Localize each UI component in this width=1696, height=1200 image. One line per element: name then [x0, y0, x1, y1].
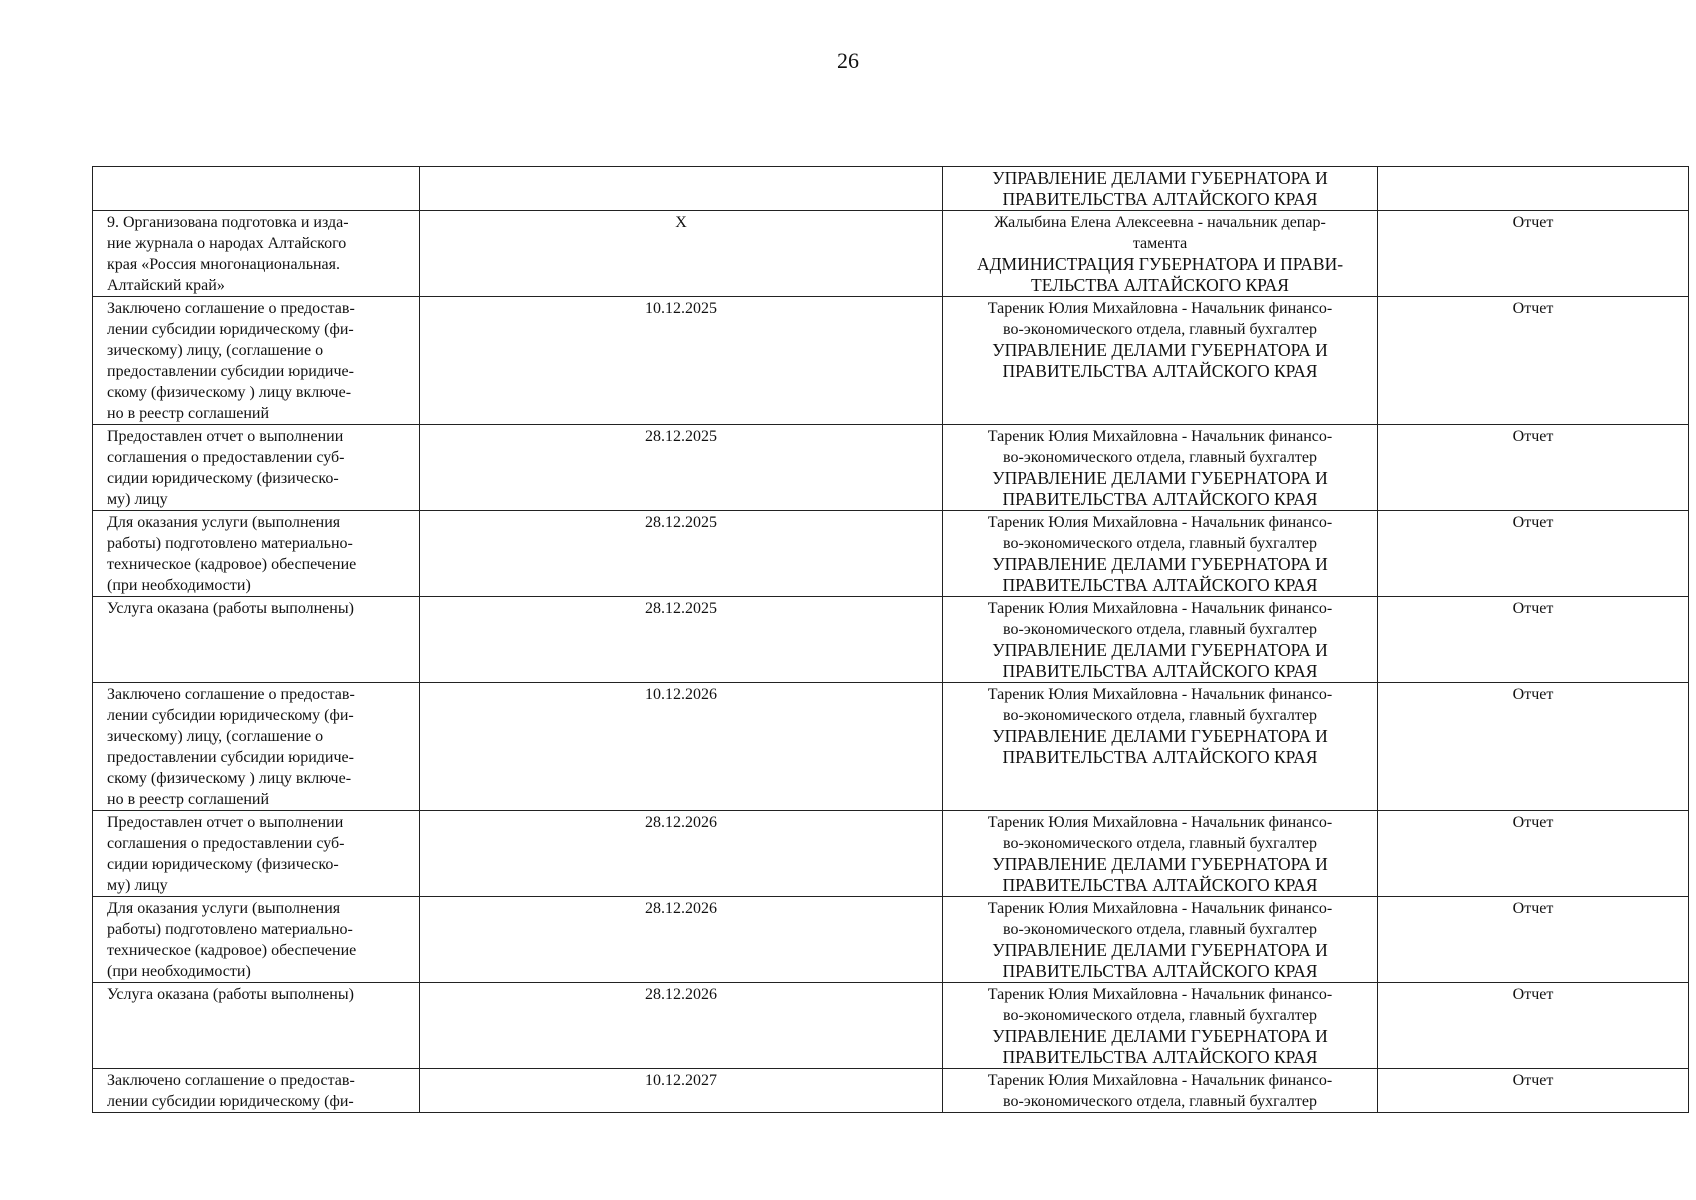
result-type: Отчет: [1512, 600, 1554, 617]
table-row: [93, 683, 1689, 811]
event-date: 28.12.2025: [645, 514, 717, 531]
responsible-person: Тареник Юлия Михайловна - Начальник финансо- во-экономического отдела, главный бухгалтер: [987, 986, 1333, 1024]
responsible-person: Тареник Юлия Михайловна - Начальник финансо- во-экономического отдела, главный бухгалтер: [987, 428, 1333, 466]
organization-name: УПРАВЛЕНИЕ ДЕЛАМИ ГУБЕРНАТОРА И ПРАВИТЕЛЬСТВА АЛТАЙСКОГО КРАЯ: [992, 554, 1328, 595]
responsible-person: Тареник Юлия Михайловна - Начальник финансо- во-экономического отдела, главный бухгалтер: [987, 1072, 1333, 1110]
result-type: Отчет: [1512, 1072, 1554, 1089]
event-text: Заключено соглашение о предостав- лении субсидии юридическому (фи- зическому) лицу, (соглашение о предоставлении субсидии юридиче- скому (физическому ) лицу включе- но в реестр соглашений: [107, 300, 355, 422]
event-text: Предоставлен отчет о выполнении соглашения о предоставлении суб- сидии юридическому (физическо- му) лицу: [107, 814, 345, 894]
table-row: [93, 167, 1689, 211]
responsible-person: Тареник Юлия Михайловна - Начальник финансо- во-экономического отдела, главный бухгалтер: [987, 900, 1333, 938]
responsible-person: Жалыбина Елена Алексеевна - начальник депар- тамента: [994, 214, 1326, 252]
organization-name: УПРАВЛЕНИЕ ДЕЛАМИ ГУБЕРНАТОРА И ПРАВИТЕЛЬСТВА АЛТАЙСКОГО КРАЯ: [992, 726, 1328, 767]
responsible-person: Тареник Юлия Михайловна - Начальник финансо- во-экономического отдела, главный бухгалтер: [987, 300, 1333, 338]
responsible-person: Тареник Юлия Михайловна - Начальник финансо- во-экономического отдела, главный бухгалтер: [987, 686, 1333, 724]
organization-name: УПРАВЛЕНИЕ ДЕЛАМИ ГУБЕРНАТОРА И ПРАВИТЕЛЬСТВА АЛТАЙСКОГО КРАЯ: [992, 854, 1328, 895]
event-text: Услуга оказана (работы выполнены): [107, 600, 354, 617]
event-text: 9. Организована подготовка и изда- ние журнала о народах Алтайского края «Россия многонациональная. Алтайский край»: [107, 214, 349, 294]
event-date: 10.12.2026: [645, 686, 717, 703]
table-row: [93, 297, 1689, 425]
event-text: Для оказания услуги (выполнения работы) подготовлено материально- техническое (кадровое) обеспечение (при необходимости): [107, 900, 357, 980]
organization-name: УПРАВЛЕНИЕ ДЕЛАМИ ГУБЕРНАТОРА И ПРАВИТЕЛЬСТВА АЛТАЙСКОГО КРАЯ: [992, 340, 1328, 381]
organization-name: УПРАВЛЕНИЕ ДЕЛАМИ ГУБЕРНАТОРА И ПРАВИТЕЛЬСТВА АЛТАЙСКОГО КРАЯ: [992, 1026, 1328, 1067]
event-date: 10.12.2025: [645, 300, 717, 317]
event-text: Заключено соглашение о предостав- лении субсидии юридическому (фи- зическому) лицу, (соглашение о предоставлении субсидии юридиче- скому (физическому ) лицу включе- но в реестр соглашений: [107, 686, 355, 808]
table-row: [93, 211, 1689, 297]
result-type: Отчет: [1512, 900, 1554, 917]
table-row: [93, 425, 1689, 511]
table-row: [93, 897, 1689, 983]
result-type: Отчет: [1512, 814, 1554, 831]
event-text: Предоставлен отчет о выполнении соглашения о предоставлении суб- сидии юридическому (физическо- му) лицу: [107, 428, 345, 508]
result-type: Отчет: [1512, 428, 1554, 445]
responsible-person: Тареник Юлия Михайловна - Начальник финансо- во-экономического отдела, главный бухгалтер: [987, 600, 1333, 638]
event-date: 28.12.2025: [645, 600, 717, 617]
event-date: 28.12.2026: [645, 900, 717, 917]
result-type: Отчет: [1512, 214, 1554, 231]
responsible-person: Тареник Юлия Михайловна - Начальник финансо- во-экономического отдела, главный бухгалтер: [987, 814, 1333, 852]
event-text: Услуга оказана (работы выполнены): [107, 986, 354, 1003]
table-row: [93, 511, 1689, 597]
plan-table: [92, 166, 1689, 1113]
event-text: Заключено соглашение о предостав- лении субсидии юридическому (фи-: [107, 1072, 355, 1110]
event-date: 28.12.2025: [645, 428, 717, 445]
event-date: 28.12.2026: [645, 986, 717, 1003]
result-type: Отчет: [1512, 986, 1554, 1003]
event-date: X: [675, 214, 687, 231]
table-row: [93, 811, 1689, 897]
result-type: Отчет: [1512, 300, 1554, 317]
page-number: 26: [837, 48, 859, 73]
organization-name: УПРАВЛЕНИЕ ДЕЛАМИ ГУБЕРНАТОРА И ПРАВИТЕЛЬСТВА АЛТАЙСКОГО КРАЯ: [992, 940, 1328, 981]
organization-name: УПРАВЛЕНИЕ ДЕЛАМИ ГУБЕРНАТОРА И ПРАВИТЕЛЬСТВА АЛТАЙСКОГО КРАЯ: [992, 168, 1328, 209]
event-text: Для оказания услуги (выполнения работы) подготовлено материально- техническое (кадровое) обеспечение (при необходимости): [107, 514, 357, 594]
organization-name: АДМИНИСТРАЦИЯ ГУБЕРНАТОРА И ПРАВИ- ТЕЛЬСТВА АЛТАЙСКОГО КРАЯ: [976, 254, 1344, 295]
result-type: Отчет: [1512, 514, 1554, 531]
organization-name: УПРАВЛЕНИЕ ДЕЛАМИ ГУБЕРНАТОРА И ПРАВИТЕЛЬСТВА АЛТАЙСКОГО КРАЯ: [992, 640, 1328, 681]
table-row: [93, 1069, 1689, 1113]
responsible-person: Тареник Юлия Михайловна - Начальник финансо- во-экономического отдела, главный бухгалтер: [987, 514, 1333, 552]
table-row: [93, 597, 1689, 683]
event-date: 28.12.2026: [645, 814, 717, 831]
organization-name: УПРАВЛЕНИЕ ДЕЛАМИ ГУБЕРНАТОРА И ПРАВИТЕЛЬСТВА АЛТАЙСКОГО КРАЯ: [992, 468, 1328, 509]
table-row: [93, 983, 1689, 1069]
result-type: Отчет: [1512, 686, 1554, 703]
event-date: 10.12.2027: [645, 1072, 717, 1089]
